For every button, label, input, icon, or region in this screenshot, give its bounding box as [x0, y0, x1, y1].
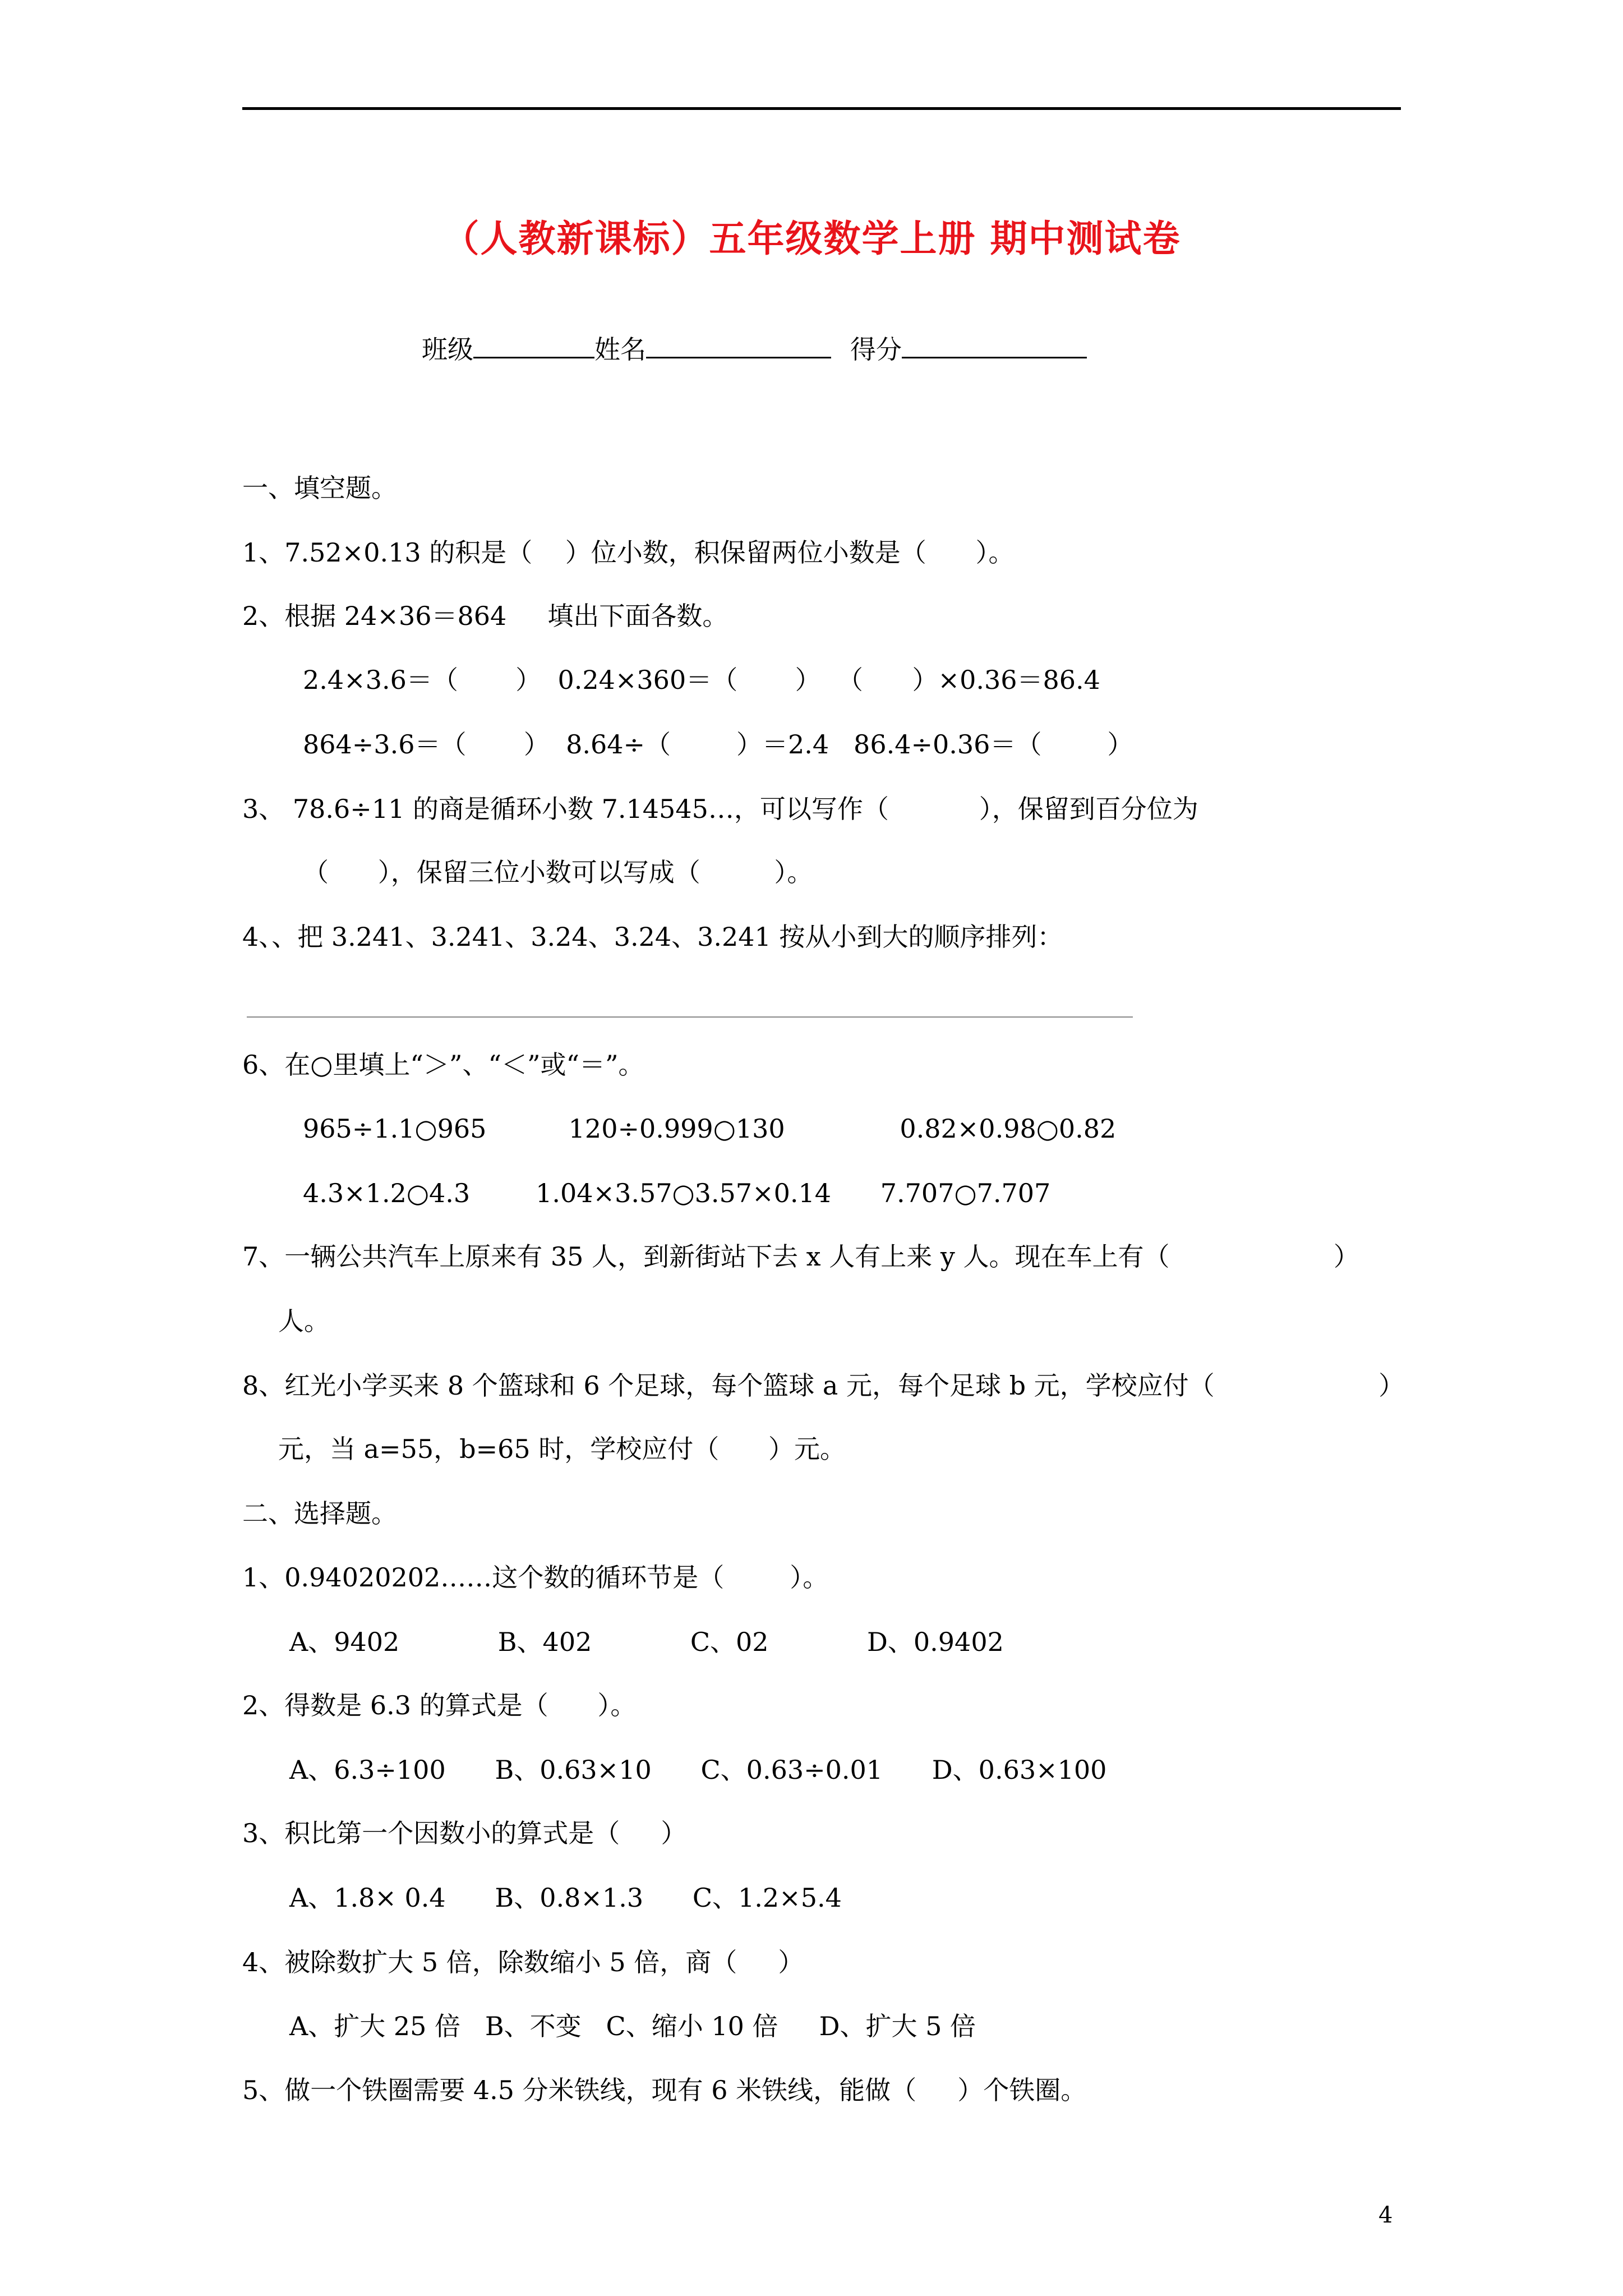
score-blank[interactable] — [902, 332, 1087, 358]
section-fill-blank: 一、填空题。 — [242, 473, 397, 503]
choice-2: 2、得数是 6.3 的算式是（ ）。 — [242, 1690, 637, 1720]
choice-3: 3、积比第一个因数小的算式是（ ） — [242, 1818, 687, 1848]
student-info-row — [422, 332, 1087, 366]
question-6-row-b: 4.3×1.2○4.3 1.04×3.57○3.57×0.14 7.707○7.707 — [303, 1178, 1051, 1208]
page-number: 4 — [1378, 2202, 1393, 2228]
answer-line — [247, 1016, 1133, 1018]
choice-5: 5、做一个铁圈需要 4.5 分米铁线，现有 6 米铁线，能做（ ）个铁圈。 — [242, 2075, 1087, 2105]
question-8-cont: 元，当 a=55，b=65 时，学校应付（ ）元。 — [278, 1434, 846, 1464]
section-choice: 二、选择题。 — [242, 1498, 397, 1529]
question-3-cont: （ ），保留三位小数可以写成（ ）。 — [303, 857, 813, 887]
choice-3-options: A、1.8× 0.4 B、0.8×1.3 C、1.2×5.4 — [289, 1883, 842, 1913]
score-label: 得分 — [850, 334, 902, 365]
choice-1: 1、0.94020202……这个数的循环节是（ ）。 — [242, 1562, 829, 1593]
question-1: 1、7.52×0.13 的积是（ ）位小数，积保留两位小数是（ ）。 — [242, 537, 1015, 568]
question-6-row-a: 965÷1.1○965 120÷0.999○130 0.82×0.98○0.82 — [303, 1114, 1117, 1144]
question-7-cont: 人。 — [278, 1306, 330, 1336]
choice-4: 4、被除数扩大 5 倍，除数缩小 5 倍，商（ ） — [242, 1947, 804, 1977]
choice-1-options: A、9402 B、402 C、02 D、0.9402 — [289, 1627, 1004, 1657]
page-title: （人教新课标）五年级数学上册 期中测试卷 — [442, 217, 1181, 260]
name-blank[interactable] — [646, 332, 831, 358]
question-8: 8、红光小学买来 8 个篮球和 6 个足球，每个篮球 a 元，每个足球 b 元，学校应付（ ） — [242, 1370, 1405, 1401]
question-4: 4、、把 3.241、3.241、3.24、3.24、3.241 按从小到大的顺序排列： — [242, 922, 1063, 952]
class-blank[interactable] — [473, 332, 594, 358]
question-2: 2、根据 24×36＝864 填出下面各数。 — [242, 601, 728, 631]
class-label: 班级 — [422, 334, 473, 365]
question-2-row-a: 2.4×3.6＝（ ） 0.24×360＝（ ） （ ）×0.36＝86.4 — [303, 665, 1100, 695]
question-7: 7、一辆公共汽车上原来有 35 人，到新街站下去 x 人有上来 y 人。现在车上有（ ） — [242, 1241, 1359, 1272]
choice-4-options: A、扩大 25 倍 B、不变 C、缩小 10 倍 D、扩大 5 倍 — [289, 2011, 976, 2041]
question-6: 6、在○里填上“＞”、“＜”或“＝”。 — [242, 1050, 644, 1080]
name-label: 姓名 — [594, 334, 646, 365]
choice-2-options: A、6.3÷100 B、0.63×10 C、0.63÷0.01 D、0.63×100 — [289, 1755, 1107, 1785]
question-2-row-b: 864÷3.6＝（ ） 8.64÷（ ）＝2.4 86.4÷0.36＝（ ） — [303, 729, 1133, 760]
question-3: 3、 78.6÷11 的商是循环小数 7.14545…，可以写作（ ），保留到百分位为 — [242, 794, 1198, 824]
top-rule — [242, 107, 1401, 110]
